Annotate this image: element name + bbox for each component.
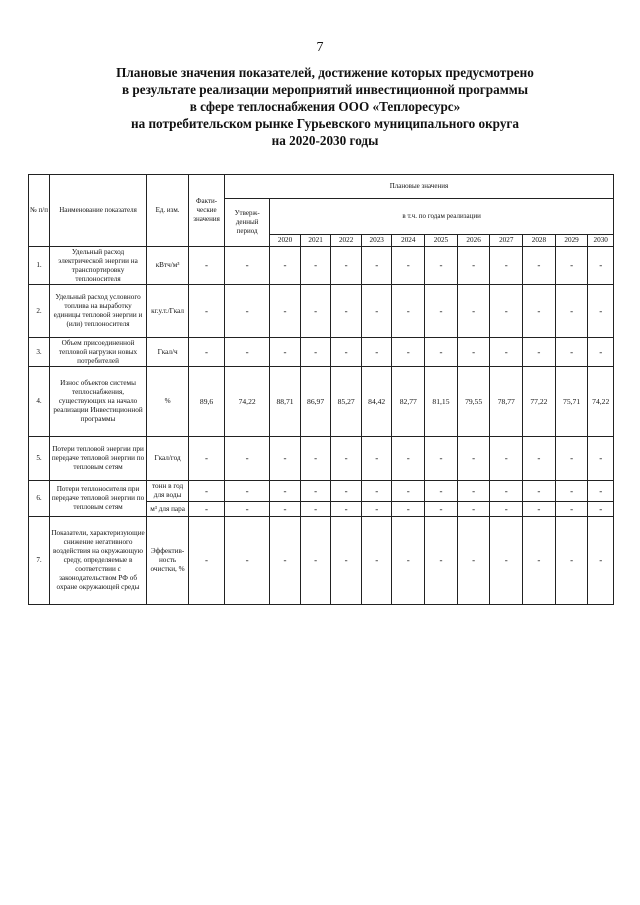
page-number: 7 <box>316 40 324 55</box>
year-header: 2025 <box>425 235 458 247</box>
indicator-name: Потери тепловой энергии при передаче тепловой энергии по тепловым сетям <box>50 437 147 481</box>
year-value: - <box>457 481 490 502</box>
approved-value: - <box>224 285 269 338</box>
year-value: - <box>270 517 301 605</box>
year-value: - <box>588 437 614 481</box>
year-header: 2027 <box>490 235 523 247</box>
year-value: - <box>270 437 301 481</box>
year-value: - <box>555 481 588 502</box>
title-line: на потребительском рынке Гурьевского муниципального округа <box>130 116 520 131</box>
indicator-name: Износ объектов системы теплоснабжения, существующих на начало реализации Инвестиционной программы <box>50 367 147 437</box>
year-value: - <box>331 247 362 285</box>
year-value: - <box>457 437 490 481</box>
table-row <box>29 338 614 367</box>
year-header: 2021 <box>300 235 331 247</box>
year-value: - <box>300 285 331 338</box>
year-value: - <box>490 247 523 285</box>
year-value: - <box>457 285 490 338</box>
col-header-planned: Плановые значения <box>224 175 613 199</box>
unit-cell: Эффектив-ность очистки, % <box>147 517 189 605</box>
row-number: 3. <box>29 338 50 367</box>
year-value: - <box>490 481 523 502</box>
year-value: - <box>300 338 331 367</box>
header-row <box>29 175 614 199</box>
year-value: - <box>361 481 392 502</box>
year-header: 2024 <box>392 235 425 247</box>
year-value: 85,27 <box>331 367 362 437</box>
actual-value: 89,6 <box>189 367 225 437</box>
year-value: - <box>457 247 490 285</box>
year-value: - <box>555 437 588 481</box>
year-header: 2020 <box>270 235 301 247</box>
approved-value: - <box>224 517 269 605</box>
actual-value: - <box>189 481 225 502</box>
year-value: - <box>331 502 362 517</box>
year-value: - <box>555 247 588 285</box>
year-value: - <box>523 285 556 338</box>
indicators-table <box>28 174 614 605</box>
year-value: - <box>588 247 614 285</box>
year-value: - <box>270 502 301 517</box>
col-header-unit: Ед. изм. <box>147 175 189 247</box>
row-number: 2. <box>29 285 50 338</box>
col-header-approved: Утверж-денный период <box>224 199 269 247</box>
table-row <box>29 367 614 437</box>
year-value: 81,15 <box>425 367 458 437</box>
approved-value: - <box>224 338 269 367</box>
year-value: - <box>425 517 458 605</box>
table-row <box>29 481 614 502</box>
approved-value: - <box>224 247 269 285</box>
unit-cell: м³ для пара <box>147 502 189 517</box>
year-value: - <box>331 481 362 502</box>
approved-value: 74,22 <box>224 367 269 437</box>
col-header-by-years: в т.ч. по годам реализации <box>270 199 614 235</box>
unit-cell: кг.у.т./Гкал <box>147 285 189 338</box>
year-value: - <box>361 502 392 517</box>
actual-value: - <box>189 247 225 285</box>
year-value: - <box>555 517 588 605</box>
year-value: 77,22 <box>523 367 556 437</box>
year-value: - <box>523 481 556 502</box>
actual-value: - <box>189 338 225 367</box>
indicator-name: Потери теплоносителя при передаче тепловой энергии по тепловым сетям <box>50 481 147 517</box>
year-value: 75,71 <box>555 367 588 437</box>
col-header-num: № п/п <box>29 175 50 247</box>
year-value: 88,71 <box>270 367 301 437</box>
year-value: - <box>392 338 425 367</box>
title-line: в результате реализации мероприятий инвестиционной программы <box>121 82 528 97</box>
approved-value: - <box>224 437 269 481</box>
actual-value: - <box>189 285 225 338</box>
year-value: - <box>361 285 392 338</box>
year-value: 79,55 <box>457 367 490 437</box>
year-value: - <box>361 247 392 285</box>
year-value: - <box>555 502 588 517</box>
year-header: 2029 <box>555 235 588 247</box>
year-value: - <box>588 481 614 502</box>
year-value: 82,77 <box>392 367 425 437</box>
year-value: - <box>300 437 331 481</box>
year-value: - <box>588 338 614 367</box>
table-row <box>29 437 614 481</box>
year-value: - <box>523 502 556 517</box>
table-row <box>29 247 614 285</box>
year-value: - <box>331 517 362 605</box>
year-value: - <box>392 502 425 517</box>
year-value: - <box>490 502 523 517</box>
indicator-name: Объем присоединенной тепловой нагрузки новых потребителей <box>50 338 147 367</box>
title-line: Плановые значения показателей, достижение которых предусмотрено <box>116 65 534 80</box>
row-number: 4. <box>29 367 50 437</box>
year-value: - <box>392 247 425 285</box>
year-value: - <box>392 517 425 605</box>
year-value: - <box>331 338 362 367</box>
year-value: - <box>361 437 392 481</box>
year-header: 2028 <box>523 235 556 247</box>
year-value: 84,42 <box>361 367 392 437</box>
year-value: - <box>490 338 523 367</box>
unit-cell: % <box>147 367 189 437</box>
year-value: - <box>425 502 458 517</box>
unit-cell: Гкал/ч <box>147 338 189 367</box>
year-value: - <box>425 338 458 367</box>
year-header: 2026 <box>457 235 490 247</box>
actual-value: - <box>189 517 225 605</box>
actual-value: - <box>189 437 225 481</box>
year-value: - <box>300 247 331 285</box>
row-number: 6. <box>29 481 50 517</box>
year-header: 2023 <box>361 235 392 247</box>
year-header: 2022 <box>331 235 362 247</box>
year-value: - <box>457 338 490 367</box>
year-value: - <box>523 517 556 605</box>
row-number: 5. <box>29 437 50 481</box>
year-value: 78,77 <box>490 367 523 437</box>
year-value: - <box>392 481 425 502</box>
row-number: 1. <box>29 247 50 285</box>
approved-value: - <box>224 502 269 517</box>
title-line: в сфере теплоснабжения ООО «Теплоресурс» <box>189 99 461 114</box>
year-value: - <box>457 517 490 605</box>
year-value: - <box>270 247 301 285</box>
col-header-name: Наименование показателя <box>50 175 147 247</box>
year-value: - <box>425 285 458 338</box>
unit-cell: тонн в год для воды <box>147 481 189 502</box>
year-value: - <box>300 502 331 517</box>
actual-value: - <box>189 502 225 517</box>
year-value: - <box>523 247 556 285</box>
indicator-name: Показатели, характеризующие снижение негативного воздействия на окружающую среду, определяемые в соответствии с законодательством РФ об охране окружающей среды <box>50 517 147 605</box>
year-value: - <box>270 285 301 338</box>
unit-cell: кВтч/м³ <box>147 247 189 285</box>
approved-value: - <box>224 481 269 502</box>
year-value: 86,97 <box>300 367 331 437</box>
year-value: - <box>270 338 301 367</box>
unit-cell: Гкал/год <box>147 437 189 481</box>
year-value: - <box>490 517 523 605</box>
year-value: - <box>457 502 490 517</box>
year-value: - <box>392 437 425 481</box>
year-value: - <box>300 517 331 605</box>
year-value: - <box>523 437 556 481</box>
year-value: - <box>392 285 425 338</box>
year-value: - <box>588 285 614 338</box>
year-value: - <box>425 437 458 481</box>
table-row <box>29 285 614 338</box>
year-value: - <box>555 338 588 367</box>
year-value: - <box>588 502 614 517</box>
year-value: - <box>490 437 523 481</box>
year-value: - <box>490 285 523 338</box>
year-value: - <box>555 285 588 338</box>
year-value: - <box>331 285 362 338</box>
year-value: - <box>588 517 614 605</box>
document-title <box>60 64 590 149</box>
year-value: - <box>425 247 458 285</box>
year-value: - <box>361 338 392 367</box>
year-value: - <box>270 481 301 502</box>
title-line: на 2020-2030 годы <box>271 133 379 148</box>
row-number: 7. <box>29 517 50 605</box>
indicator-name: Удельный расход электрической энергии на транспортировку теплоносителя <box>50 247 147 285</box>
table-row <box>29 517 614 605</box>
col-header-actual: Факти-ческие значения <box>189 175 225 247</box>
year-value: 74,22 <box>588 367 614 437</box>
year-value: - <box>523 338 556 367</box>
year-value: - <box>361 517 392 605</box>
indicator-name: Удельный расход условного топлива на выработку единицы тепловой энергии и (или) теплоносителя <box>50 285 147 338</box>
year-value: - <box>331 437 362 481</box>
year-value: - <box>425 481 458 502</box>
year-value: - <box>300 481 331 502</box>
year-header: 2030 <box>588 235 614 247</box>
